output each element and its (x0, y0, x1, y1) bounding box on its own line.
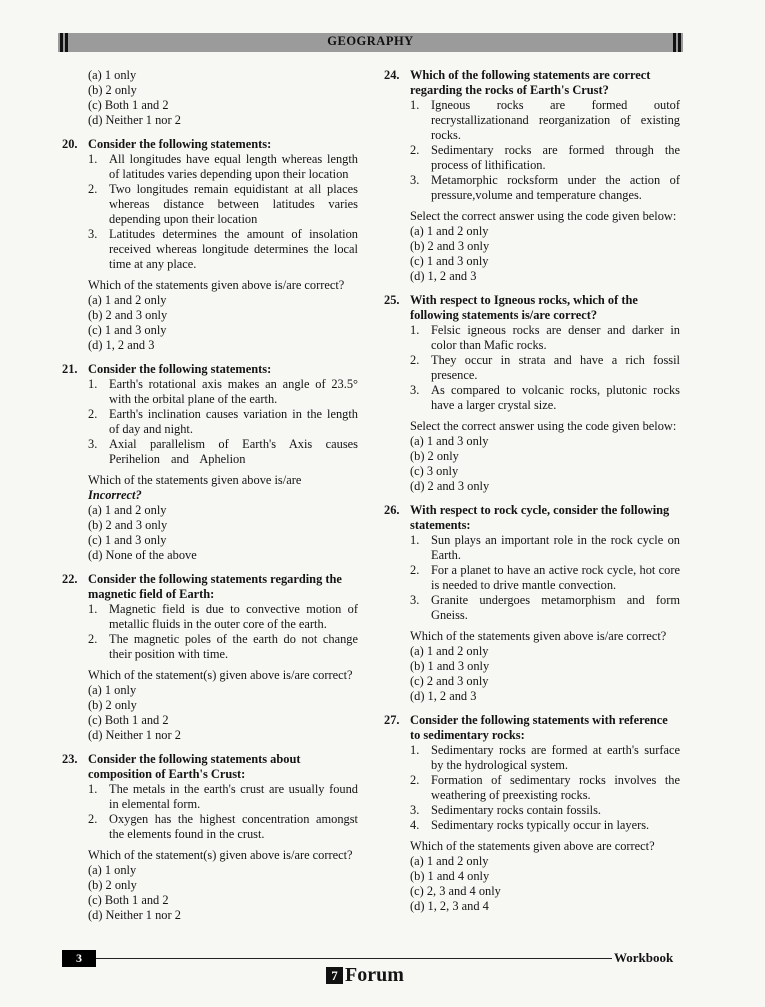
option: (d) 1, 2 and 3 (410, 689, 477, 703)
option: (d) Neither 1 nor 2 (88, 728, 181, 742)
option: (b) 2 only (410, 449, 459, 463)
question-20 (62, 137, 358, 353)
statement: 1. The metals in the earth's crust are usually found in elemental form. (88, 782, 358, 811)
option: (d) Neither 1 nor 2 (88, 908, 181, 922)
option: (a) 1 and 2 only (88, 503, 167, 517)
question-text: Consider the following statements regarding the magnetic field of Earth: (88, 572, 342, 601)
option: (b) 2 and 3 only (88, 308, 168, 322)
question-23 (62, 752, 358, 923)
option: (d) Neither 1 nor 2 (88, 113, 181, 127)
question-25 (384, 293, 680, 494)
question-number: 22. (62, 572, 78, 586)
question-26 (384, 503, 680, 704)
option: (a) 1 and 2 only (410, 854, 489, 868)
option: (b) 1 and 4 only (410, 869, 490, 883)
statement: 2. The magnetic poles of the earth do not change their position with time. (88, 632, 358, 661)
page-title: GEOGRAPHY (327, 34, 414, 48)
statement: 3. Granite undergoes metamorphism and form Gneiss. (410, 593, 680, 622)
question-ask: Which of the statements given above is/are correct? (88, 278, 345, 292)
option: (c) Both 1 and 2 (88, 893, 169, 907)
option: (c) 2 and 3 only (410, 674, 489, 688)
option: (b) 2 and 3 only (410, 239, 490, 253)
option: (b) 2 and 3 only (88, 518, 168, 532)
question-number: 23. (62, 752, 78, 766)
statement: 3. As compared to volcanic rocks, plutonic rocks have a larger crystal size. (410, 383, 680, 412)
question-number: 24. (384, 68, 400, 82)
forum-logo (326, 964, 404, 986)
option: (d) 2 and 3 only (410, 479, 490, 493)
question-number: 21. (62, 362, 78, 376)
option: (d) None of the above (88, 548, 197, 562)
option: (a) 1 and 3 only (410, 434, 489, 448)
header-bar (58, 33, 683, 52)
option: (b) 1 and 3 only (410, 659, 490, 673)
option: (a) 1 and 2 only (88, 293, 167, 307)
right-column (384, 68, 680, 914)
question-22 (62, 572, 358, 743)
page-number: 3 (76, 951, 82, 965)
option: (c) 2, 3 and 4 only (410, 884, 501, 898)
question-number: 27. (384, 713, 400, 727)
option: (c) Both 1 and 2 (88, 98, 169, 112)
option: (c) 1 and 3 only (88, 533, 167, 547)
forum-logo-icon: 7 (326, 967, 343, 984)
question-ask: Which of the statement(s) given above is/are correct? (88, 848, 353, 862)
option: (b) 2 only (88, 698, 137, 712)
footer-rule (96, 958, 612, 959)
question-ask: Select the correct answer using the code given below: (410, 209, 677, 223)
option: (c) 3 only (410, 464, 459, 478)
statement: 1. Sedimentary rocks are formed at earth's surface by the hydrological system. (410, 743, 680, 772)
statement: 1. Earth's rotational axis makes an angle of 23.5° with the orbital plane of the earth. (88, 377, 358, 406)
options-top (62, 68, 358, 128)
option: (d) 1, 2, 3 and 4 (410, 899, 489, 913)
forum-logo-text: Forum (345, 964, 404, 986)
page-number-badge (62, 950, 96, 967)
option: (d) 1, 2 and 3 (88, 338, 155, 352)
emphasis-incorrect: Incorrect? (88, 488, 142, 502)
question-ask: Select the correct answer using the code given below: (410, 419, 677, 433)
option: (b) 2 only (88, 83, 137, 97)
option: (a) 1 only (88, 68, 137, 82)
footer-workbook-label: Workbook (614, 950, 674, 965)
question-text: Consider the following statements about composition of Earth's Crust: (88, 752, 301, 781)
question-number: 26. (384, 503, 400, 517)
question-text: With respect to Igneous rocks, which of the following statements is/are correct? (410, 293, 638, 322)
option: (c) 1 and 3 only (410, 254, 489, 268)
statement: 3. Metamorphic rocksform under the action of pressure,volume and temperature changes. (410, 173, 680, 202)
option: (c) Both 1 and 2 (88, 713, 169, 727)
question-21 (62, 362, 358, 563)
header-bar-mark-right (678, 33, 681, 52)
question-27 (384, 713, 680, 914)
option: (b) 2 only (88, 878, 137, 892)
statement: 1. All longitudes have equal length whereas length of latitudes varies depending upon their location (88, 152, 358, 181)
option: (a) 1 and 2 only (410, 644, 489, 658)
statement: 2. Earth's inclination causes variation in the length of day and night. (88, 407, 358, 436)
question-text: Consider the following statements: (88, 362, 272, 376)
statement: 2. Sedimentary rocks are formed through the process of lithification. (410, 143, 680, 172)
question-number: 25. (384, 293, 400, 307)
left-column (62, 68, 358, 923)
question-ask: Which of the statements given above are correct? (410, 839, 655, 853)
statement: 2. Formation of sedimentary rocks involves the weathering of preexisting rocks. (410, 773, 680, 802)
option: (c) 1 and 3 only (88, 323, 167, 337)
question-text: Consider the following statements with reference to sedimentary rocks: (410, 713, 668, 742)
option: (a) 1 only (88, 683, 137, 697)
statement: 3. Latitudes determines the amount of insolation received whereas longitude determines the local time at any place. (88, 227, 358, 271)
statement: 1. Igneous rocks are formed outof recrystallizationand reorganization of existing rocks. (410, 98, 680, 142)
statement: 1. Sun plays an important role in the rock cycle on Earth. (410, 533, 680, 562)
statement: 1. Felsic igneous rocks are denser and darker in color than Mafic rocks. (410, 323, 680, 352)
question-text: Which of the following statements are correct regarding the rocks of Earth's Crust? (410, 68, 651, 97)
option: (d) 1, 2 and 3 (410, 269, 477, 283)
question-ask: Which of the statements given above is/are Incorrect? (88, 473, 302, 502)
question-text: Consider the following statements: (88, 137, 272, 151)
statement: 3. Axial parallelism of Earth's Axis causes Perihelion and Aphelion (88, 437, 358, 466)
option: (a) 1 only (88, 863, 137, 877)
statement: 2. Oxygen has the highest concentration amongst the elements found in the crust. (88, 812, 358, 841)
question-ask: Which of the statement(s) given above is/are correct? (88, 668, 353, 682)
question-ask: Which of the statements given above is/are correct? (410, 629, 667, 643)
statement: 2. They occur in strata and have a rich fossil presence. (410, 353, 680, 382)
statement: 2. Two longitudes remain equidistant at all places whereas distance between latitudes varies depending upon their location (88, 182, 358, 226)
statement: 1. Magnetic field is due to convective motion of metallic fluids in the outer core of the earth. (88, 602, 358, 631)
statement: 3. Sedimentary rocks contain fossils. (410, 803, 601, 817)
question-24 (384, 68, 680, 284)
question-text: With respect to rock cycle, consider the following statements: (410, 503, 670, 532)
statement: 4. Sedimentary rocks typically occur in layers. (410, 818, 650, 832)
question-number: 20. (62, 137, 78, 151)
statement: 2. For a planet to have an active rock cycle, hot core is needed to drive mantle convection. (410, 563, 680, 592)
header-bar-mark-right (673, 33, 676, 52)
option: (a) 1 and 2 only (410, 224, 489, 238)
